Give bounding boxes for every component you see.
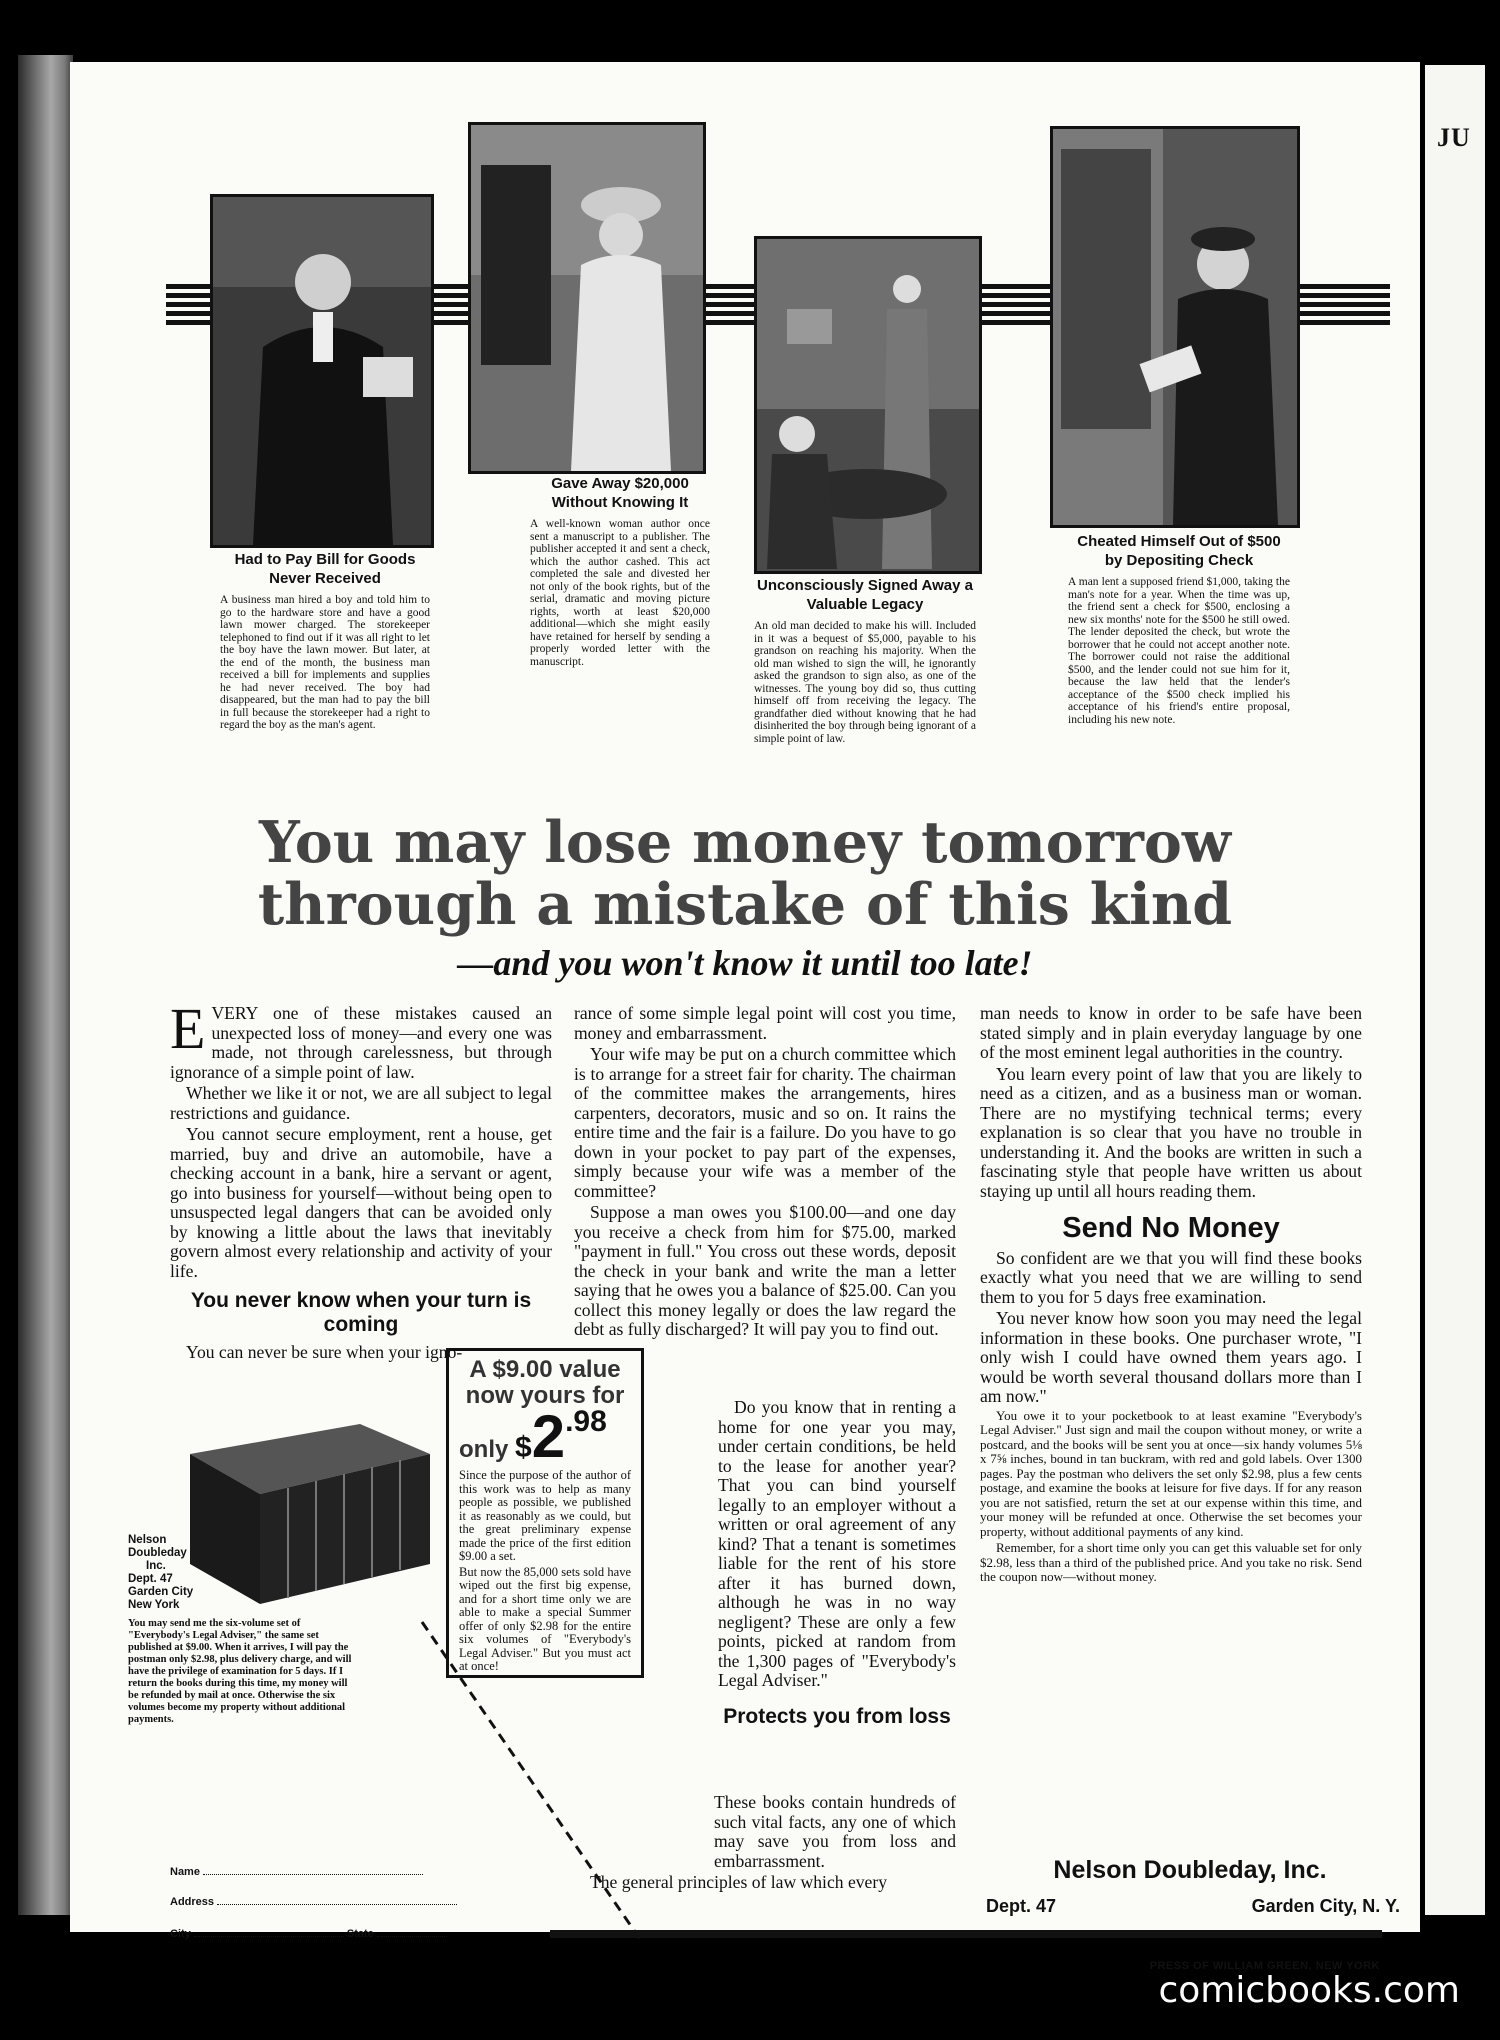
price-value-line: A $9.00 value [469,1356,621,1383]
col3-para-3: So confident are we that you will find these books exactly what you need that we are willing to send them to you for 5 days free examination. [980,1247,1362,1307]
body-column-1 [170,996,552,1365]
col2-heading: Protects you from loss [723,1704,951,1728]
bottom-rule [550,1930,1382,1938]
photo-old-man-will [754,236,982,574]
coupon-name-label: Name [170,1866,200,1878]
coupon-addr-3: Inc. [146,1560,166,1572]
photo-woman-author [468,122,706,474]
caption-2 [530,474,710,668]
coupon-name-field[interactable] [170,1866,423,1878]
col1-para-3: You cannot secure employment, rent a house, get married, buy and drive an automobile, have a checking account in a bank, hire a servant or agent, go into business for yourself—without being open to unsuspected legal dangers that can be avoided only by knowing a little about the laws that inevitably govern almost every relationship and activity of your life. [170,1124,552,1281]
caption-4 [1068,532,1290,726]
coupon-addr-6: New York [128,1599,180,1611]
coupon-body: You may send me the six-volume set of "Everybody's Legal Adviser," the same set published at $9.00. When it arrives, I will pay the postman only $2.98, plus delivery charge, and will have the privilege of examination for 5 days. If I return the books during this time, my money will be refunded by mail at once. Otherwise the six volumes become my property without additional payments. [128,1618,352,1725]
col3-para-4: You never know how soon you may need the legal information in these books. One purchaser wrote, "I only wish I could have owned them years ago. I would be worth several thousand dollars more than I am now." [980,1308,1362,1406]
company-city: Garden City, N. Y. [1251,1896,1400,1916]
price-para-2: But now the 85,000 sets sold have wiped out the first big expense, and for a short time only we are able to make a special Summer offer of only $2.98 for the entire six volumes of "Everybody's Legal Adviser." But you must act at once! [459,1564,631,1673]
book-spine [18,55,73,1915]
company-name: Nelson Doubleday, Inc. [1053,1856,1327,1884]
coupon-city-label: City [170,1928,191,1940]
site-watermark: comicbooks.com [1158,1970,1460,2011]
coupon-addr-2: Doubleday [128,1547,187,1559]
col1-para-4: You can never be sure when your igno- [186,1342,463,1362]
col3-para-5: You owe it to your pocketbook to at least examine "Everybody's Legal Adviser." Just sign and mail the coupon without money, or write a postcard, and the books will be sent you at once—six handy volumes 5⅛ x 7⅝ inches, bound in tan buckram, with red and gold labels. Over 1300 pages. Pay the postman who delivers the set only $2.98, plus a few cents postage, and examine the books at leisure for five days. If for any reason you are not satisfied, return the set at our expense within this time, and your money will be refunded at once. Otherwise the set becomes your property, without additional payments of any kind. [980,1407,1362,1539]
coupon-cut-line [422,1622,642,1942]
man-with-check-illustration [1053,129,1297,525]
coupon-address-field[interactable] [170,1896,457,1908]
coupon-state-label: State [346,1928,374,1940]
photo-business-man [210,194,434,548]
body-column-2-middle [718,1398,956,1735]
col2-para-2: Your wife may be put on a church committee which is to arrange for a street fair for charity. The chairman of the committee makes the arrangements, hires carpenters, decorators, music and so on. It rains the entire time and the fair is a failure. Do you have to go down in your pocket to pay part of the expenses, simply because your wife was a member of the committee? [574,1044,956,1201]
col2-para-1: rance of some simple legal point will cost you time, money and embarrassment. [574,1003,956,1043]
caption-1-text: A business man hired a boy and told him to go to the hardware store and have a good lawn mower charged. The storekeeper telephoned to find out if it was all right to let the boy have the lawn mower. But later, at the end of the month, the business man received a bill for implements and supplies he had never received. The boy had disappeared, but the man had to pay the bill in full because the storekeeper had a right to regard the boy as the man's agent. [220,594,430,731]
caption-4-text: A man lent a supposed friend $1,000, taking the man's note for a year. When the time was up, the friend sent a check for $500, enclosing a new six months' note for the $500 he still owed. The lender deposited the check, but wrote the borrower that he could not accept another note. The borrower could not raise the additional $500, and the lender could not sue him for it, because the law held that the lender's acceptance of the $500 check implied his acceptance of his friend's entire proposal, including his new note. [1068,576,1290,726]
caption-4-title: Cheated Himself Out of $500 by Depositing Check [1077,533,1281,569]
business-man-illustration [213,197,431,545]
old-man-will-illustration [757,239,979,571]
caption-1 [220,550,430,732]
col1-heading: You never know when your turn is coming [190,1289,532,1336]
col2-para-5: These books contain hundreds of such vital facts, any one of which may save you from loss and embarrassment. [714,1792,956,1871]
body-column-2-top [574,1004,956,1342]
caption-3-title: Unconsciously Signed Away a Valuable Legacy [757,577,973,613]
woman-author-illustration [471,125,703,471]
send-no-money-heading: Send No Money [1062,1212,1280,1244]
headline-subtitle: —and you won't know it until too late! [457,943,1033,983]
adjacent-page-header: JU [1437,123,1471,152]
price-now-line: now yours for [465,1382,625,1409]
caption-3 [754,576,976,745]
coupon-addr-1: Nelson [128,1534,167,1546]
price-only-label: only [459,1436,509,1463]
coupon-addr-4: Dept. 47 [128,1573,173,1585]
company-dept: Dept. 47 [986,1896,1057,1916]
press-credit: PRESS OF WILLIAM GREEN, NEW YORK [1149,1960,1380,1972]
col2-para-6: The general principles of law which every [590,1872,888,1892]
order-coupon [128,1534,358,1726]
price-dollar-sign: $ [515,1431,532,1464]
drop-cap: E [170,996,206,1061]
price-amount-line [459,1403,631,1470]
col3-para-2: You learn every point of law that you are likely to need as a citizen, and as a business man or woman. There are no mystifying technical terms; every explanation is so clear that you have no trouble in understanding it. And the books are written in such a fascinating style that people have written us about staying up until all hours reading them. [980,1063,1362,1201]
caption-2-title: Gave Away $20,000 Without Knowing It [551,475,689,511]
coupon-city-field[interactable] [170,1928,447,1940]
col3-para-6: Remember, for a short time only you can get this valuable set for only $2.98, less than a third of the published price. And you take no risk. Send the coupon now—without money. [980,1540,1362,1584]
price-para-1: Since the purpose of the author of this work was to help as many people as possible, we published it as reasonably as we could, but the great preliminary expense made the price of the first edition $9.00 a set. [459,1468,631,1563]
headline-line-1: You may lose money tomorrow [259,809,1231,876]
headline-line-2: through a mistake of this kind [257,871,1233,938]
caption-2-text: A well-known woman author once sent a manuscript to a publisher. The publisher accepted it and sent a check, which the author cashed. This act completed the sale and divested her not only of the book rights, but of the serial, dramatic and moving picture rights, worth at least $20,000 additional—which she might easily have retained for herself by sending a properly worded letter with the manuscript. [530,518,710,668]
price-cents: .98 [565,1405,607,1438]
advertisement-page [70,62,1420,1972]
caption-3-text: An old man decided to make his will. Included in it was a bequest of $5,000, payable to his grandson on reaching his majority. When the old man wished to sign the will, he ignorantly asked the grandson to sign also, as one of the witnesses. The young boy did so, thus cutting himself off from receiving the legacy. The grandfather died without knowing that he had disinherited the boy through being ignorant of a simple point of law. [754,620,976,745]
coupon-addr-5: Garden City [128,1586,194,1598]
photo-man-with-check [1050,126,1300,528]
col2-para-3: Suppose a man owes you $100.00—and one day you receive a check from him for $75.00, marked "payment in full." You cross out these words, deposit the check in your bank and write the man a letter saying that he owes you a balance of $25.00. Can you collect this money legally or does the law regard the debt as fully discharged? It will pay you to find out. [574,1202,956,1339]
col3-para-1: man needs to know in order to be safe have been stated simply and in plain everyday language by one of the most eminent legal authorities in the country. [980,1003,1362,1062]
col1-para-1: VERY one of these mistakes caused an unexpected loss of money—and every one was made, not through carelessness, but through ignorance of a simple point of law. [170,1003,552,1082]
adjacent-page [1425,65,1485,1915]
caption-1-title: Had to Pay Bill for Goods Never Received [234,551,416,587]
price-big-digit: 2 [531,1403,566,1470]
coupon-address-label: Address [170,1896,215,1908]
body-column-3 [980,1004,1362,1587]
col1-para-2: Whether we like it or not, we are all subject to legal restrictions and guidance. [170,1083,552,1123]
col2-para-4: Do you know that in renting a home for one year you may, under certain conditions, be held to the lease for another year? That you can bind yourself legally to an employer without a written or oral agreement of any kind? That a tenant is sometimes liable for the rent of his store after it has burned down, although he was in no way negligent? These are only a few points, picked at random from the 1,300 pages of "Everybody's Legal Adviser." [718,1397,956,1690]
